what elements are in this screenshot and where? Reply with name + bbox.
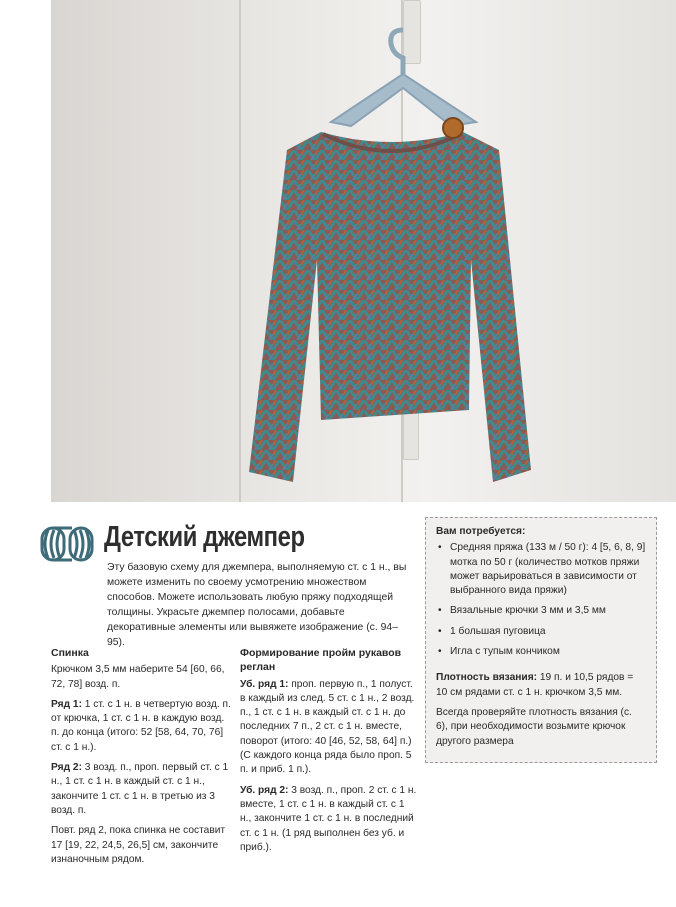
back-section (51, 646, 233, 873)
materials-sidebar (425, 517, 657, 763)
intro-text: Эту базовую схему для джемпера, выполняемую ст. с 1 н., вы можете изменить по своему усмотрению множеством способов. Можете использовать любую пряжу подходящей толщины. Украсьте джемпер полосами, добавьте декоративные элементы или вывяжете изображение (с. 94–95). (107, 562, 407, 648)
raglan-dec-row-1: Уб. ряд 1: проп. первую п., 1 полуст. в каждый из след. 5 ст. с 1 н., 2 возд. п., 1 ст. с 1 н. в каждый ст. с 1 н. до последних 7 п., 2 ст. с 1 н. вместе, поворот (итого: 40 [46, 52, 58, 64] п.) (С каждого конца ряда было проп. 5 п. и приб. 1 п.). (240, 678, 415, 776)
materials-heading: Вам потребуется: (436, 526, 526, 537)
raglan-section (240, 646, 418, 861)
gauge-text: Плотность вязания: 19 п. и 10,5 рядов = 10 см рядами ст. с 1 н. крючком 3,5 мм. (436, 672, 634, 698)
back-row-1: Ряд 1: 1 ст. с 1 н. в четвертую возд. п. от крючка, 1 ст. с 1 н. в каждую возд. п. до конца (итого: 52 [58, 64, 70, 76] ст. с 1 н.). (51, 698, 231, 753)
materials-list (436, 541, 646, 659)
list-item: • Игла с тупым кончиком (436, 645, 646, 659)
back-repeat: Повт. ряд 2, пока спинка не составит 17 [19, 22, 24,5, 26,5] см, закончите изнаночным рядом. (51, 825, 226, 865)
page-title: Детский джемпер (104, 521, 305, 553)
gauge-note: Всегда проверяйте плотность вязания (с. 6), при необходимости возьмите крючок другого размера (436, 706, 632, 747)
list-item: • 1 большая пуговица (436, 625, 646, 639)
back-row-2: Ряд 2: 3 возд. п., проп. первый ст. с 1 н., 1 ст. с 1 н. в каждый ст. с 1 н., закончите 1 ст. с 1 н. в третью из 3 возд. п. (51, 762, 229, 816)
sweater-image (231, 110, 551, 490)
back-heading: Спинка (51, 647, 89, 659)
back-foundation: Крючком 3,5 мм наберите 54 [60, 66, 72, 78] возд. п. (51, 664, 225, 690)
yarn-balls-icon (40, 524, 96, 564)
list-item: • Средняя пряжа (133 м / 50 г): 4 [5, 6, 8, 9] мотка по 50 г (количество мотков пряжи может варьироваться в зависимости от выбранного вида пряжи) (436, 541, 646, 598)
sweater-photo (51, 0, 676, 502)
raglan-dec-row-2: Уб. ряд 2: 3 возд. п., проп. 2 ст. с 1 н. вместе, 1 ст. с 1 н. в каждый ст. с 1 н., закончите 1 ст. с 1 н. в последний ст. с 1 н. (1 ряд выполнен без уб. и приб.). (240, 784, 417, 853)
raglan-heading: Формирование пройм рукавов реглан (240, 647, 402, 674)
list-item: • Вязальные крючки 3 мм и 3,5 мм (436, 604, 646, 618)
